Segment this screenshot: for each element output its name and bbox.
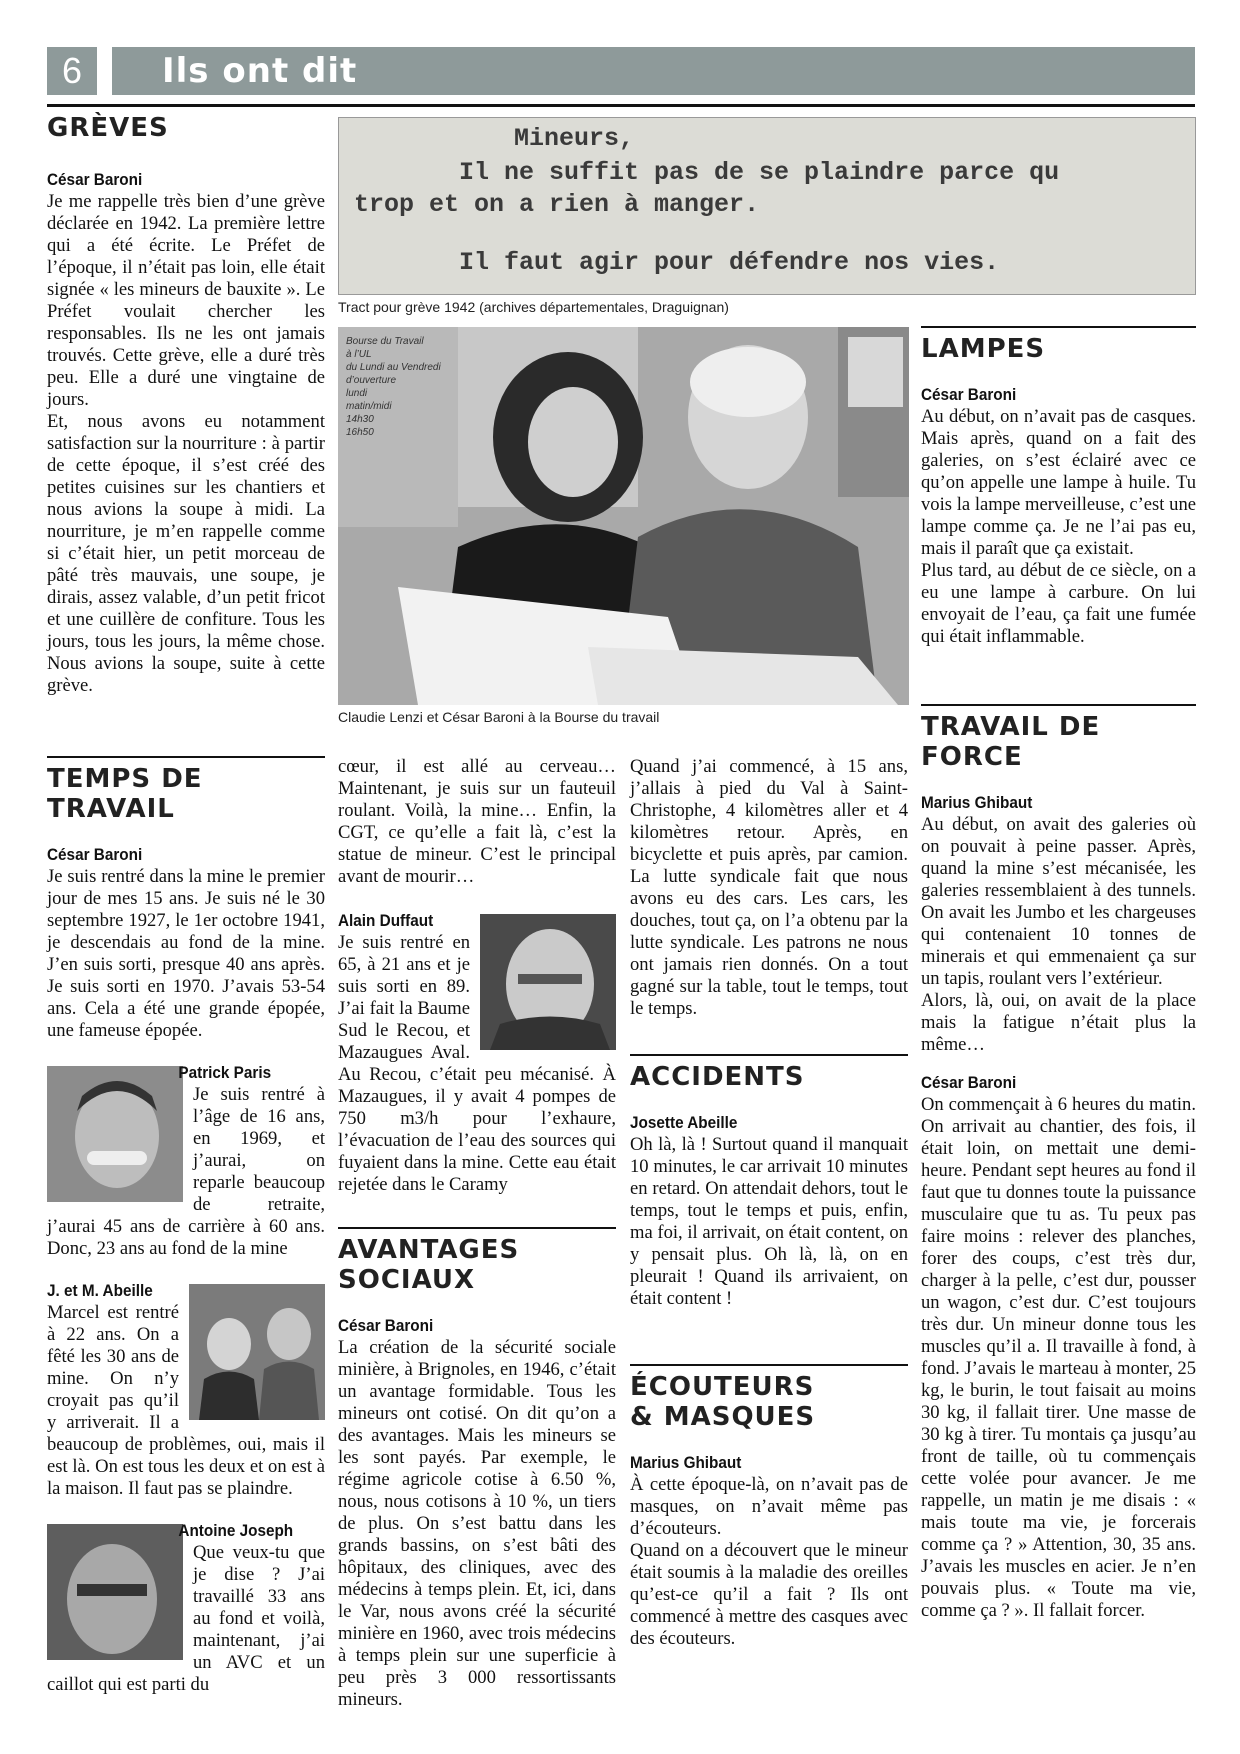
main-photo-caption: Claudie Lenzi et César Baroni à la Bourse du travail — [338, 709, 660, 725]
travail-de-force-section — [921, 704, 1196, 1622]
section-title-bar — [112, 47, 1195, 95]
greves-paragraph-1: Je me rappelle très bien d’une grève déclarée en 1942. La première lettre qui a été écrite. Le Préfet de l’époque, il n’était pas loin, elle était signée « les mineurs de bauxite ». Le Préfet voulait chercher les responsables. Ils ne les ont jamais trouvés. Cette grève, elle a duré très peu. Elle a duré une vingtaine de jours. — [47, 191, 325, 410]
abeille-block — [47, 1280, 325, 1500]
lampes-speaker: César Baroni — [921, 385, 1017, 404]
notice-line: lundi — [346, 388, 368, 399]
baroni-force-speaker: César Baroni — [921, 1073, 1017, 1092]
ecouteurs-paragraph-2: Quand on a découvert que le mineur était soumis à la maladie des oreilles qu’est-ce qu’il a fait ? Ils ont commencé à mettre des casques avec des écouteurs. — [630, 1540, 908, 1649]
temps-de-travail-section — [47, 756, 325, 1696]
duffaut-speaker: Alain Duffaut — [338, 911, 434, 930]
accidents-speaker: Josette Abeille — [630, 1113, 738, 1132]
greves-section — [47, 113, 325, 697]
avantages-speaker: César Baroni — [338, 1316, 434, 1335]
joseph-block — [47, 1520, 325, 1696]
avantages-heading: AVANTAGES SOCIAUX — [338, 1235, 520, 1295]
abeille-text: Marcel est rentré à 22 ans. On a fêté les 30 ans de mine. On n’y croyait pas qu’il y arriverait. Il a beaucoup de problèmes, oui, mais il est là. On est tous les deux et on est à la maison. Il faut pas se plaindre. — [47, 1302, 325, 1499]
ecouteurs-paragraph-1: À cette époque-là, on n’avait pas de masques, on n’avait même pas d’écouteurs. — [630, 1474, 908, 1539]
header-rule — [47, 104, 1195, 107]
temps-de-travail-heading: TEMPS DE TRAVAIL — [47, 764, 203, 824]
notice-line: à l’UL — [346, 349, 372, 360]
tract-line-3: trop et on a rien à manger. — [354, 190, 760, 219]
notice-line: Bourse du Travail — [346, 336, 424, 347]
tract-caption: Tract pour grève 1942 (archives départementales, Draguignan) — [338, 299, 729, 315]
paris-speaker: Patrick Paris — [178, 1063, 272, 1082]
abeille-speaker: J. et M. Abeille — [47, 1281, 153, 1300]
avantages-text: La création de la sécurité sociale minière, à Brignoles, en 1946, c’était un avantage formidable. Tous les mineurs ont cotisé. On dit qu’on a des avantages. Mais les mineurs se les sont payés. Par exemple, le régime agricole cotise à 6.50 %, nous, nous cotisons à 10 %, un tiers de plus. On s’est battu dans les grands bassins, on s’est bâti des hôpitaux, des cliniques, avec des médecins à temps plein. Et, ici, dans le Var, nous avons créé la sécurité minière en 1960, avec trois médecins à temps plein sur une superficie à peu près 3 000 ressortissants mineurs. — [338, 1337, 616, 1710]
page-number — [47, 47, 97, 95]
column-3-text — [630, 756, 908, 1020]
ghibaut-speaker: Marius Ghibaut — [921, 793, 1033, 812]
notice-line: 16h50 — [346, 427, 374, 438]
patrick-paris-photo — [47, 1066, 183, 1202]
antoine-joseph-photo — [47, 1524, 183, 1660]
greves-heading: GRÈVES — [47, 113, 169, 143]
joseph-text-continued: cœur, il est allé au cerveau… Maintenant, je suis sur un fauteuil roulant. Voilà, la mine… Enfin, la CGT, ce qu’elle a fait là, c’est la statue de mineur. C’est le principal avant de mourir… — [338, 756, 616, 887]
tract-image — [338, 117, 1196, 295]
section-title: Ils ont dit — [162, 51, 358, 91]
ecouteurs-heading-2: & MASQUES — [630, 1402, 816, 1432]
column-2-continuation — [338, 756, 616, 1196]
ecouteurs-speaker: Marius Ghibaut — [630, 1453, 742, 1472]
tract-line-1: Mineurs, — [514, 124, 635, 153]
baroni-temps-text: Je suis rentré dans la mine le premier jour de mes 15 ans. Je suis né le 30 septembre 1927, le 1er octobre 1941, je descendais au fond de la mine. J’en suis sorti, presque 40 ans après. Je suis sorti en 1970. J’avais 53-54 ans. Cela a été une grande épopée, une fameuse épopée. — [47, 866, 325, 1041]
notice-line: d’ouverture — [346, 375, 397, 386]
tract-line-4: Il faut agir pour défendre nos vies. — [459, 248, 1000, 277]
abeille-photo — [189, 1284, 325, 1420]
ecouteurs-section — [630, 1364, 908, 1650]
greves-speaker: César Baroni — [47, 170, 143, 189]
page-number-text: 6 — [61, 50, 83, 91]
ghibaut-paragraph-2: Alors, là, oui, on avait de la place mais la fatigue n’était plus la même… — [921, 990, 1196, 1055]
travail-de-force-heading: TRAVAIL DE FORCE — [921, 712, 1101, 772]
lampes-paragraph-1: Au début, on n’avait pas de casques. Mais après, quand on a fait des galeries, on s’est éclairé avec ce qu’on appelle une lampe à huile. Tu vois la lampe merveilleuse, c’est une lampe comme ça. Je ne l’ai pas eu, mais il paraît que ça existait. — [921, 406, 1196, 559]
joseph-text: Que veux-tu que je dise ? J’ai travaillé 33 ans au fond et voilà, maintenant, j’ai un AVC et un caillot qui est parti du — [47, 1542, 325, 1695]
notice-line: matin/midi — [346, 401, 392, 412]
ghibaut-paragraph-1: Au début, on avait des galeries où on pouvait à peine passer. Après, quand la mine s’est mécanisée, les galeries ressemblaient à des tunnels. On avait les Jumbo et les chargeuses qui contenaient 10 tonnes de minerais et qui emmenaient ça sur un tapis, roulant vers l’extérieur. — [921, 814, 1196, 989]
main-photo — [338, 327, 909, 705]
greves-paragraph-2: Et, nous avons eu notamment satisfaction sur la nourriture : à partir de cette époque, il s’est créé des petites cuisines sur les chantiers et nous avions la soupe à midi. La nourriture, je m’en rappelle comme si c’était hier, un petit morceau de pâté très mauvais, une soupe, je dirais, assez valable, d’un petit fricot et une cuillère de confiture. Tous les jours, tous les jours, la même chose. Nous avions la soupe, suite à cette grève. — [47, 411, 325, 696]
accidents-heading: ACCIDENTS — [630, 1062, 805, 1092]
lampes-section — [921, 326, 1196, 648]
notice-board — [346, 335, 456, 439]
col3-temps-text: Quand j’ai commencé, à 15 ans, j’allais à pied du Val à Saint-Christophe, 4 kilomètres aller et 4 kilomètres retour. Après, en bicyclette et puis après, par camion. La lutte syndicale fait que nous avons eu des cars. Les cars, les douches, tout ça, on l’a obtenu par la lutte syndicale. Les patrons ne nous ont jamais rien donnés. On a tout gagné sur la table, tout le temps, tout le temps. — [630, 756, 908, 1019]
alain-duffaut-photo — [480, 914, 616, 1050]
duffaut-block — [338, 910, 616, 1196]
paris-block — [47, 1062, 325, 1260]
tract-line-2: Il ne suffit pas de se plaindre parce qu — [459, 158, 1060, 187]
joseph-speaker: Antoine Joseph — [178, 1521, 294, 1540]
accidents-section — [630, 1054, 908, 1310]
avantages-section — [338, 1227, 616, 1711]
notice-line: 14h30 — [346, 414, 374, 425]
paris-text: Je suis rentré à l’âge de 16 ans, en 1969, et j’aurai, on reparle beaucoup de retraite, j’aurai 45 ans de carrière à 60 ans. Donc, 23 ans au fond de la mine — [47, 1084, 325, 1259]
lampes-heading: LAMPES — [921, 334, 1046, 364]
lampes-paragraph-2: Plus tard, au début de ce siècle, on a eu une lampe à carbure. On lui envoyait de l’eau, ça fait une fumée qui était inflammable. — [921, 560, 1196, 647]
notice-line: du Lundi au Vendredi — [346, 362, 441, 373]
baroni-force-text: On commençait à 6 heures du matin. On arrivait au chantier, des fois, il était loin, on mettait une demi-heure. Pendant sept heures au fond il faut que tu donnes toute la puissance musculaire que tu as. Tu peux pas faire moins : relever des planches, forer des coups, c’est très dur, charger à la pelle, c’est dur, pousser un wagon, c’est dur. C’est toujours très dur. Un mineur donne tous les muscles qu’il a. Il travaille à fond, à fond. J’avais le marteau à monter, 25 kg, le burin, le tout faisait au moins 30 kg, il fallait tirer. Une masse de 30 kg à tirer. Tu montais ça jusqu’au front de taille, où tu commençais cette volée pour avancer. Je me rappelle, un matin je me disais : « mais toute ma vie, je forcerais comme ça ? » Attention, 30, 35 ans. J’avais les muscles en acier. Je n’en pouvais plus. « Toute ma vie, comme ça ? ». Il fallait forcer. — [921, 1094, 1196, 1621]
ecouteurs-heading-1: ÉCOUTEURS — [630, 1372, 815, 1402]
accidents-text: Oh là, là ! Surtout quand il manquait 10 minutes, le car arrivait 10 minutes en retard. On attendait dehors, tout le temps, tout le temps et puis, enfin, ma foi, il arrivait, on était content, on y pensait plus. Oh là, là, on en pleurait ! Quand ils arrivaient, on était content ! — [630, 1134, 908, 1309]
baroni-temps-speaker: César Baroni — [47, 845, 143, 864]
duffaut-text: Je suis rentré en 65, à 21 ans et je suis sorti en 89. J’ai fait la Baume Sud le Recou, et Mazaugues Aval. Au Recou, c’était peu mécanisé. À Mazaugues, il y avait 4 pompes de 750 m3/h pour l’exhaure, l’évacuation de l’eau des sources qui fuyaient dans la mine. Cette eau était rejetée dans le Caramy — [338, 932, 616, 1195]
